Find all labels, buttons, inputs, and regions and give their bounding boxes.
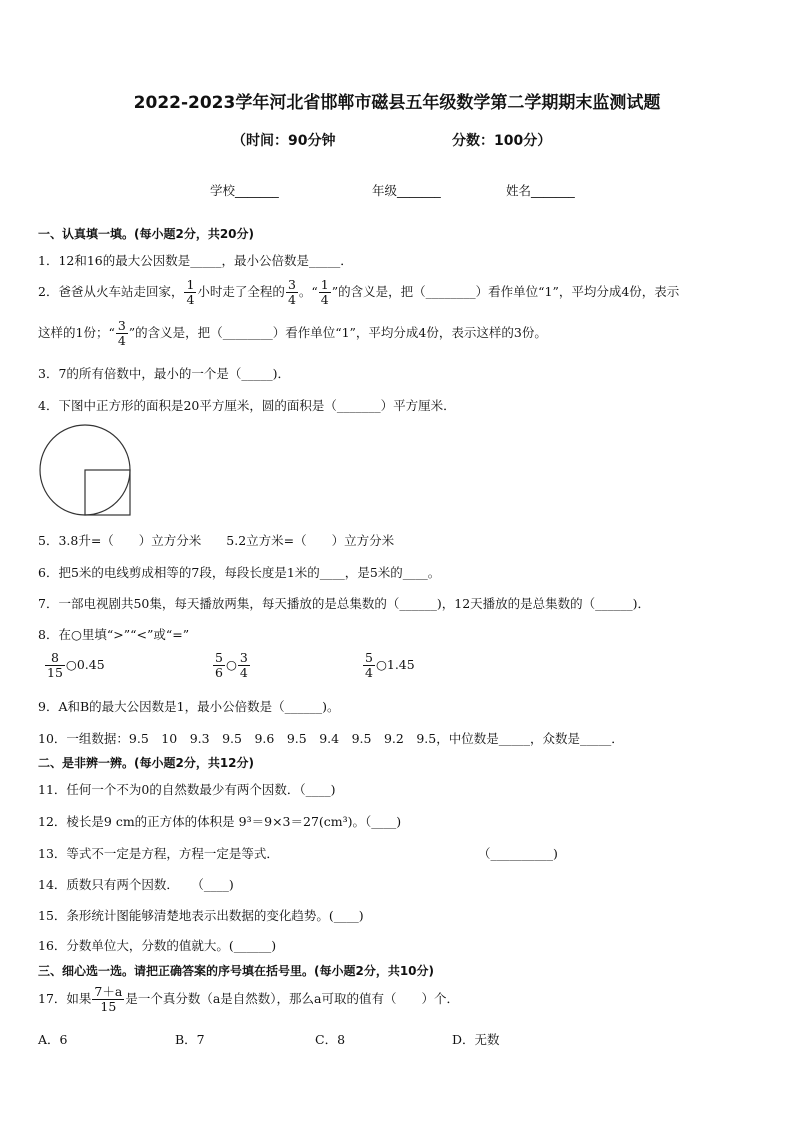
q2-text-f: ”的含义是，把（________）看作单位“1”，平均分成4份，表示这样的3份。 — [128, 325, 547, 340]
question-9: 9．A和B的最大公因数是1，最小公倍数是（______)。 — [38, 699, 340, 714]
question-5: 5．3.8升=（ ）立方分米 5.2立方米=（ ）立方分米 — [38, 533, 395, 548]
name-field: 姓名_______ — [506, 183, 575, 198]
question-16: 16．分数单位大，分数的值就大。(______) — [38, 938, 277, 953]
question-15: 15．条形统计图能够清楚地表示出数据的变化趋势。(____) — [38, 908, 364, 923]
question-14: 14．质数只有两个因数． （____) — [38, 877, 234, 892]
fraction: $\frac{1}{4}$ — [320, 277, 329, 307]
question-11: 11．任何一个不为0的自然数最少有两个因数．（____) — [38, 782, 336, 797]
fraction: $\frac{5}{4}$ — [365, 650, 373, 680]
section-3-heading: 三、细心选一选。请把正确答案的序号填在括号里。(每小题2分，共10分) — [38, 964, 435, 978]
q2-text-b: 小时走了全程的 — [197, 284, 285, 299]
question-2-line-1 — [38, 278, 679, 307]
q2-text-d: ”的含义是，把（________）看作单位“1”，平均分成4份，表示 — [331, 284, 680, 299]
fraction: $\frac{7+a}{15}$ — [94, 984, 123, 1014]
score-label: 分数：100分） — [452, 133, 552, 149]
question-13: 13．等式不一定是方程，方程一定是等式． — [38, 846, 279, 861]
time-label: （时间：90分钟 — [232, 133, 336, 149]
q8-item-b: $\frac{5}{6}$ ○ $\frac{3}{4}$ — [215, 650, 248, 680]
question-12: 12．棱长是9 cm的正方体的体积是 9³＝9×3＝27(cm³)。（____) — [38, 814, 402, 829]
q17-text-a: 17．如果 — [38, 991, 92, 1006]
fraction: $\frac{8}{15}$ — [47, 650, 63, 680]
fraction: $\frac{3}{4}$ — [287, 277, 296, 307]
question-7: 7．一部电视剧共50集，每天播放两集，每天播放的是总集数的（______)，12天播放的是总集数的（______)． — [38, 596, 651, 611]
q2-text-c: 。“ — [298, 284, 318, 299]
q8-item-c: $\frac{5}{4}$ ○1.45 — [365, 650, 415, 680]
question-3: 3．7的所有倍数中，最小的一个是（_____)． — [38, 366, 291, 381]
q13-answer-blank: （__________) — [478, 846, 558, 861]
q8-item-a: $\frac{8}{15}$ ○0.45 — [47, 650, 105, 680]
square-shape — [85, 470, 130, 515]
grade-field: 年级_______ — [372, 183, 441, 198]
fraction: $\frac{1}{4}$ — [186, 277, 195, 307]
fraction: $\frac{5}{6}$ — [215, 650, 223, 680]
school-field: 学校_______ — [210, 183, 279, 198]
option-b: B．7 — [175, 1032, 205, 1047]
question-6: 6．把5米的电线剪成相等的7段，每段长度是1米的____，是5米的____。 — [38, 565, 441, 580]
page-title: 2022-2023学年河北省邯郸市磁县五年级数学第二学期期末监测试题 — [133, 93, 661, 113]
option-c: C．8 — [315, 1032, 346, 1047]
section-1-heading: 一、认真填一填。(每小题2分，共20分) — [38, 227, 255, 241]
question-2-line-2 — [38, 319, 547, 348]
option-a: A．6 — [38, 1032, 68, 1047]
question-1: 1．12和16的最大公因数是_____，最小公倍数是_____． — [38, 253, 353, 268]
section-2-heading: 二、是非辨一辨。(每小题2分，共12分) — [38, 756, 255, 770]
fraction: $\frac{3}{4}$ — [117, 318, 126, 348]
question-4: 4．下图中正方形的面积是20平方厘米，圆的面积是（_______）平方厘米． — [38, 398, 456, 413]
q2-text-e: 这样的1份；“ — [38, 325, 115, 340]
q2-text-a: 2．爸爸从火车站走回家， — [38, 284, 184, 299]
q17-text-b: 是一个真分数（a是自然数），那么a可取的值有（ ）个． — [125, 991, 459, 1006]
question-10: 10．一组数据：9.5 10 9.3 9.5 9.6 9.5 9.4 9.5 9.2 9.5，中位数是_____，众数是_____． — [38, 731, 624, 746]
fraction: $\frac{3}{4}$ — [239, 650, 248, 680]
question-17 — [38, 985, 459, 1014]
question-8: 8．在○里填“>”“<”或“=” — [38, 627, 190, 642]
option-d: D．无数 — [452, 1032, 500, 1047]
circle-square-figure — [38, 423, 138, 519]
